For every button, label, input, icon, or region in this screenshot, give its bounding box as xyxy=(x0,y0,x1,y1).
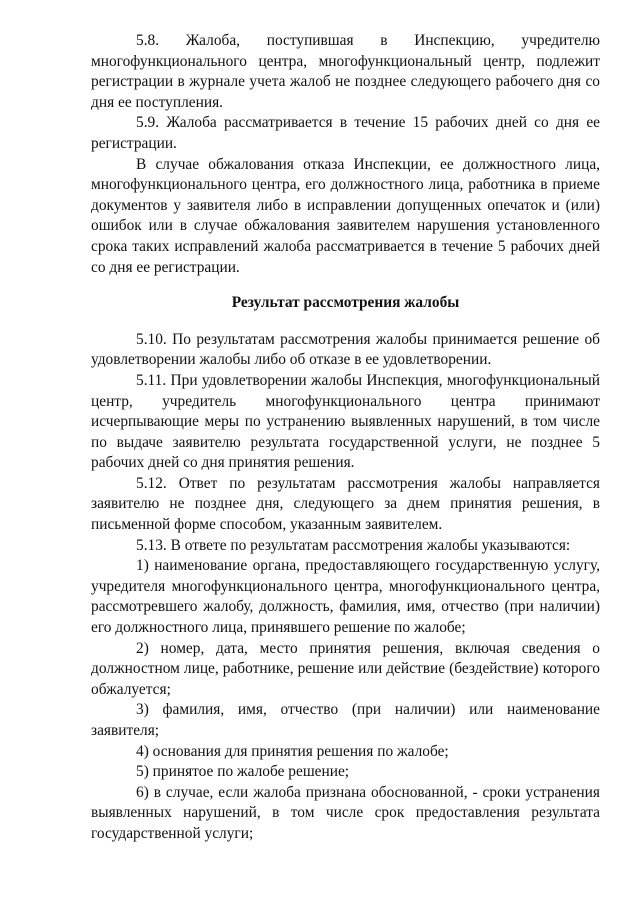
list-item-1: 1) наименование органа, предоставляющего государственную услугу, учредителя многофункционального центра, многофункционального центра, рассмотревшего жалобу, должность, фамилия, имя, отчество (при наличии) его должностного лица, принявшего решение по жалобе; xyxy=(91,557,600,637)
paragraph-5-10: 5.10. По результатам рассмотрения жалобы принимается решение об удовлетворении жалобы либо об отказе в ее удовлетворении. xyxy=(91,330,600,369)
document-text xyxy=(91,31,600,845)
paragraph-appeal-refusal: В случае обжалования отказа Инспекции, ее должностного лица, многофункционального центра, его должностного лица, работника в приеме документов у заявителя либо в исправлении допущенных опечаток и (или) ошибок или в случае обжалования заявителем нарушения установленного срока таких исправлений жалоба рассматривается в течение 5 рабочих дней со дня ее регистрации. xyxy=(91,155,600,276)
list-item-5: 5) принятое по жалобе решение; xyxy=(136,763,350,781)
paragraph-5-13: 5.13. В ответе по результатам рассмотрения жалобы указываются: xyxy=(136,536,571,554)
paragraph-5-8: 5.8. Жалоба, поступившая в Инспекцию, учредителю многофункционального центра, многофункциональный центр, подлежит регистрации в журнале учета жалоб не позднее следующего рабочего дня со дня ее поступления. xyxy=(91,32,600,111)
list-item-6: 6) в случае, если жалоба признана обоснованной, - сроки устранения выявленных нарушений, в том числе срок предоставления результата государственной услуги; xyxy=(91,783,600,842)
list-item-2: 2) номер, дата, место принятия решения, включая сведения о должностном лице, работнике, решение или действие (бездействие) которого обжалуется; xyxy=(91,639,600,698)
section-heading: Результат рассмотрения жалобы xyxy=(231,294,460,312)
list-item-3: 3) фамилия, имя, отчество (при наличии) или наименование заявителя; xyxy=(91,701,600,739)
paragraph-5-12: 5.12. Ответ по результатам рассмотрения жалобы направляется заявителю не позднее дня, следующего за днем принятия решения, в письменной форме способом, указанным заявителем. xyxy=(91,474,600,534)
paragraph-5-11: 5.11. При удовлетворении жалобы Инспекция, многофункциональный центр, учредитель многофункционального центра принимают исчерпывающие меры по устранению выявленных нарушений, в том числе по выдаче заявителю результата государственной услуги, не позднее 5 рабочих дней со дня принятия решения. xyxy=(91,371,600,472)
paragraph-5-9: 5.9. Жалоба рассматривается в течение 15 рабочих дней со дня ее регистрации. xyxy=(91,114,600,152)
list-item-4: 4) основания для принятия решения по жалобе; xyxy=(136,742,449,760)
